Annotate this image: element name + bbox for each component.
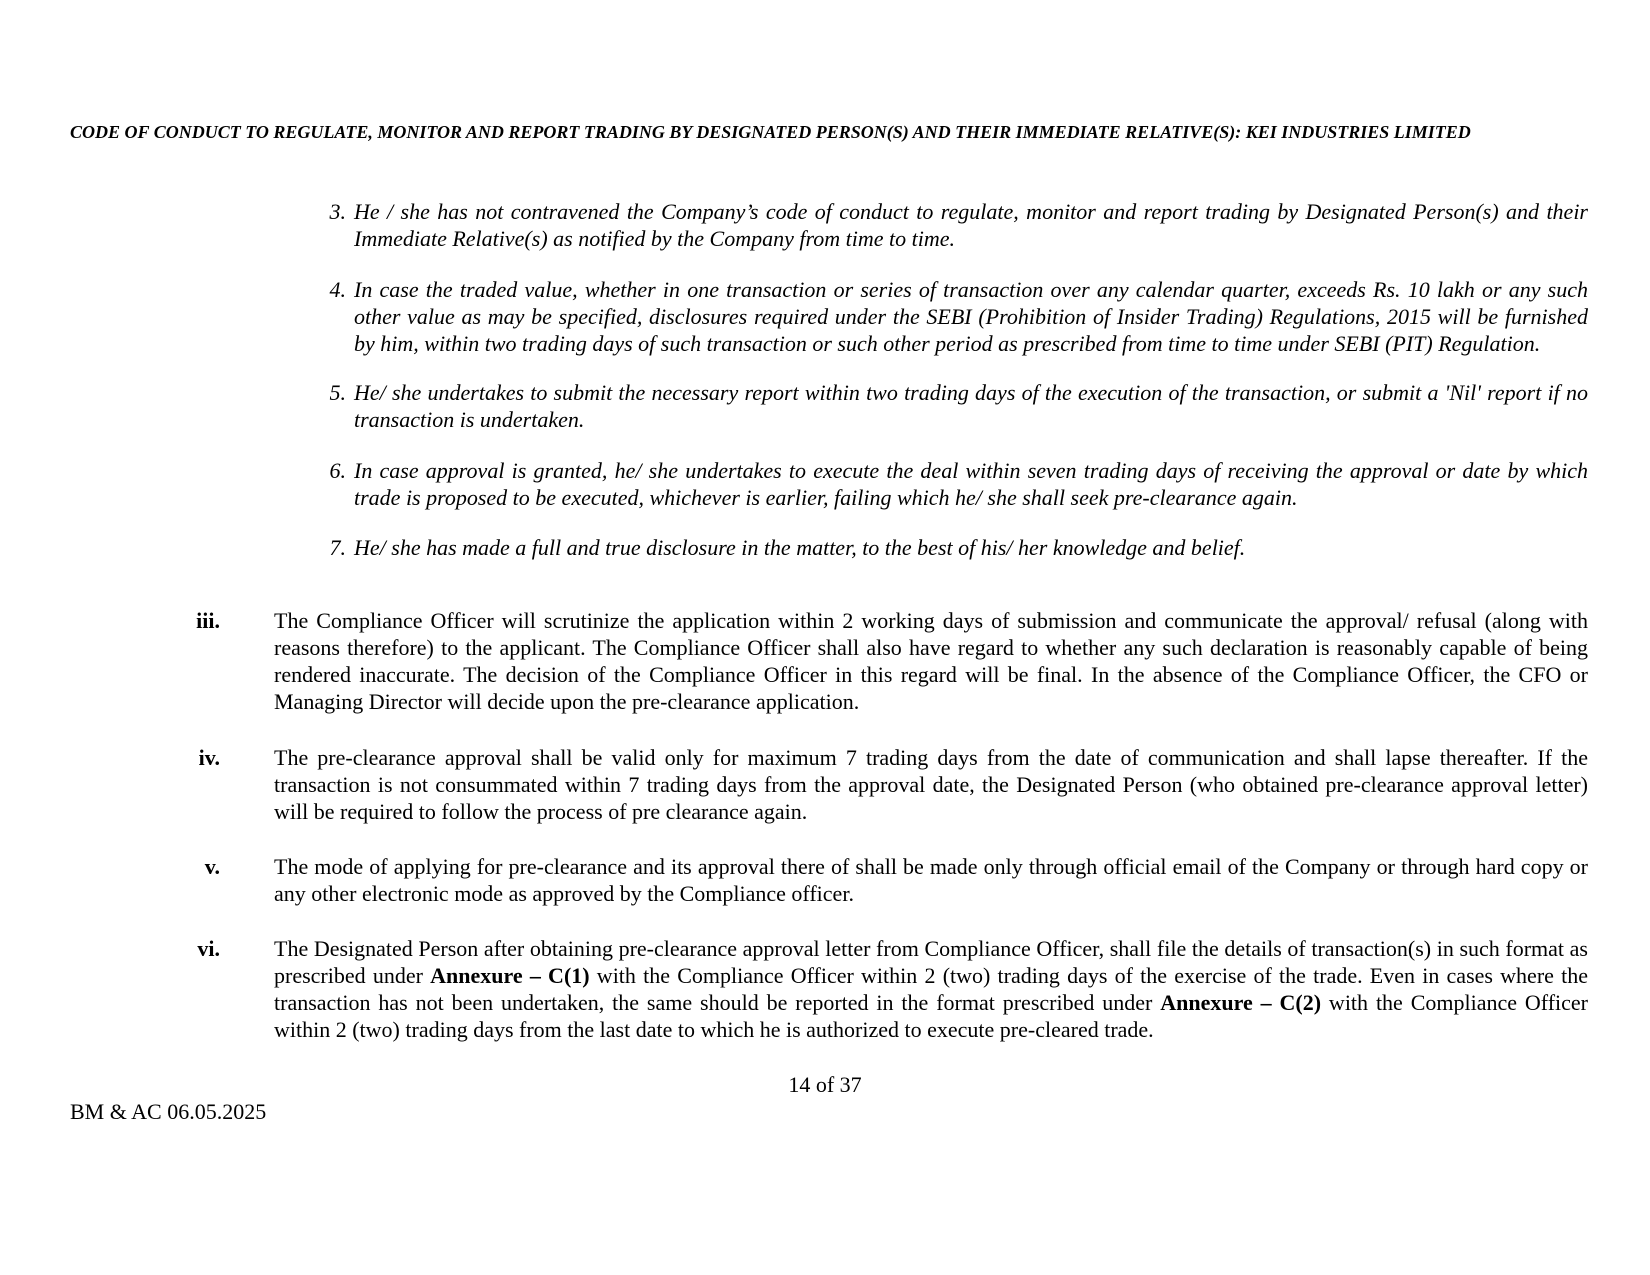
roman-item-number: vi. bbox=[197, 936, 220, 961]
roman-item-text-part: The Designated Person after obtaining pre-clearance approval letter from Compliance Officer, shall file the details of transaction(s) in such format as prescribed under bbox=[274, 936, 1588, 988]
footer-reference: BM & AC 06.05.2025 bbox=[70, 1099, 267, 1124]
roman-item-text-part: with the Compliance Officer within 2 (two) trading days of the exercise of the trade. Even in cases where the transaction has not been undertaken, the same should be reported in the format prescribed under bbox=[274, 963, 1588, 1015]
roman-item-text-part: with the Compliance Officer within 2 (two) trading days from the last date to which he is authorized to execute pre-cleared trade. bbox=[274, 990, 1589, 1042]
roman-list-item bbox=[190, 853, 1588, 907]
page-number: 14 of 37 bbox=[788, 1072, 862, 1097]
list-item-text: He/ she undertakes to submit the necessary report within two trading days of the execution of the transaction, or submit a 'Nil' report if no transaction is undertaken. bbox=[354, 380, 1588, 432]
roman-list-item bbox=[190, 607, 1588, 715]
list-item-number: 3. bbox=[329, 199, 346, 224]
roman-item-text bbox=[274, 935, 1588, 1043]
list-item-number: 6. bbox=[329, 458, 346, 483]
roman-item-number: iii. bbox=[196, 608, 220, 633]
list-item-text: In case approval is granted, he/ she undertakes to execute the deal within seven trading days of receiving the approval or date by which trade is proposed to be executed, whichever is earlier, failing which he/ she shall seek pre-clearance again. bbox=[354, 458, 1588, 510]
roman-list-item bbox=[190, 744, 1588, 825]
list-item-number: 7. bbox=[329, 535, 346, 560]
annexure-c1-reference: Annexure – C(1) bbox=[430, 963, 590, 988]
list-item-number: 5. bbox=[329, 380, 346, 405]
roman-item-number: iv. bbox=[198, 745, 220, 770]
list-item-text: He/ she has made a full and true disclosure in the matter, to the best of his/ her knowledge and belief. bbox=[354, 535, 1246, 560]
roman-list-item bbox=[190, 935, 1588, 1043]
roman-item-text: The Compliance Officer will scrutinize the application within 2 working days of submission and communicate the approval/ refusal (along with reasons therefore) to the applicant. The Compliance Officer shall also have regard to whether any such declaration is reasonably capable of being rendered inaccurate. The decision of the Compliance Officer in this regard will be final. In the absence of the Compliance Officer, the CFO or Managing Director will decide upon the pre-clearance application. bbox=[274, 608, 1588, 714]
list-item bbox=[300, 534, 1588, 561]
list-item bbox=[300, 276, 1588, 357]
annexure-c2-reference: Annexure – C(2) bbox=[1160, 990, 1322, 1015]
list-item bbox=[300, 457, 1588, 511]
roman-item-text: The mode of applying for pre-clearance and its approval there of shall be made only through official email of the Company or through hard copy or any other electronic mode as approved by the Compliance officer. bbox=[274, 854, 1588, 906]
document-header-title: CODE OF CONDUCT TO REGULATE, MONITOR AND REPORT TRADING BY DESIGNATED PERSON(S) AND THEIR IMMEDIATE RELATIVE(S): KEI INDUSTRIES LIMITED bbox=[70, 122, 1471, 142]
list-item-text: He / she has not contravened the Company’s code of conduct to regulate, monitor and report trading by Designated Person(s) and their Immediate Relative(s) as notified by the Company from time to time. bbox=[354, 199, 1588, 251]
roman-item-number: v. bbox=[204, 854, 220, 879]
list-item-text: In case the traded value, whether in one transaction or series of transaction over any calendar quarter, exceeds Rs. 10 lakh or any such other value as may be specified, disclosures required under the SEBI (Prohibition of Insider Trading) Regulations, 2015 will be furnished by him, within two trading days of such transaction or such other period as prescribed from time to time under SEBI (PIT) Regulation. bbox=[354, 277, 1588, 356]
list-item-number: 4. bbox=[329, 277, 346, 302]
roman-item-text: The pre-clearance approval shall be valid only for maximum 7 trading days from the date of communication and shall lapse thereafter. If the transaction is not consummated within 7 trading days from the approval date, the Designated Person (who obtained pre-clearance approval letter) will be required to follow the process of pre clearance again. bbox=[274, 745, 1588, 824]
list-item bbox=[300, 198, 1588, 252]
list-item bbox=[300, 379, 1588, 433]
